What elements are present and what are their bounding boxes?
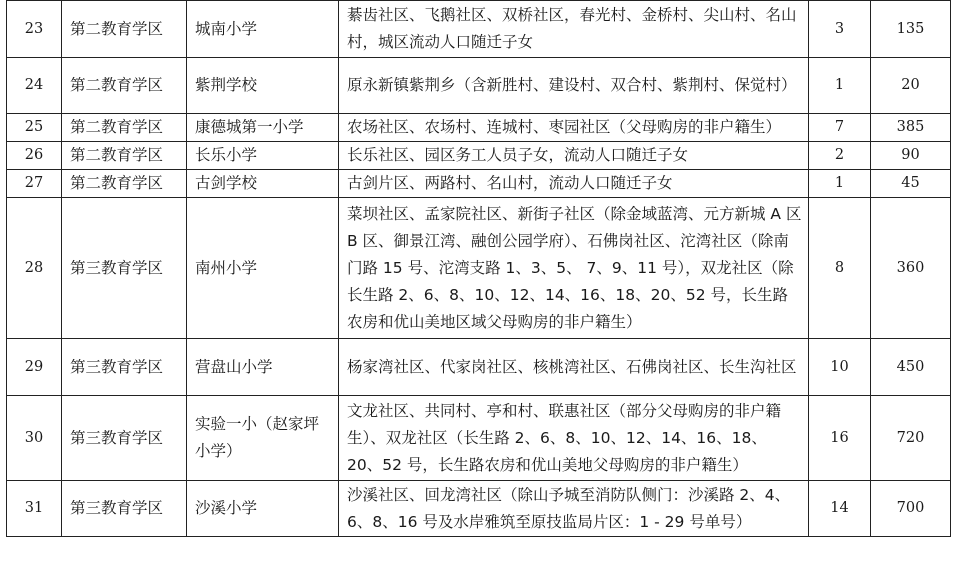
enrollment-area-cell: 古剑片区、两路村、名山村，流动人口随迁子女 bbox=[339, 170, 809, 198]
row-number: 29 bbox=[7, 339, 62, 396]
school-cell: 南州小学 bbox=[187, 198, 339, 339]
class-count-cell: 3 bbox=[809, 1, 871, 58]
row-number: 25 bbox=[7, 114, 62, 142]
student-count-cell: 90 bbox=[871, 142, 951, 170]
enrollment-area-cell: 沙溪社区、回龙湾社区（除山予城至消防队侧门：沙溪路 2、4、6、8、16 号及水岸雅筑至原技监局片区：1 - 29 号单号） bbox=[339, 481, 809, 537]
student-count-cell: 360 bbox=[871, 198, 951, 339]
district-cell: 第三教育学区 bbox=[62, 396, 187, 481]
school-zone-table bbox=[6, 0, 951, 537]
class-count-cell: 2 bbox=[809, 142, 871, 170]
class-count-cell: 7 bbox=[809, 114, 871, 142]
district-cell: 第三教育学区 bbox=[62, 198, 187, 339]
district-cell: 第二教育学区 bbox=[62, 142, 187, 170]
district-cell: 第二教育学区 bbox=[62, 1, 187, 58]
document-page bbox=[6, 0, 950, 537]
class-count-cell: 1 bbox=[809, 58, 871, 114]
school-cell: 城南小学 bbox=[187, 1, 339, 58]
school-cell: 紫荆学校 bbox=[187, 58, 339, 114]
enrollment-area-cell: 文龙社区、共同村、亭和村、联惠社区（部分父母购房的非户籍生）、双龙社区（长生路 2、6、8、10、12、14、16、18、20、52 号，长生路农房和优山美地父母购房的非户籍生） bbox=[339, 396, 809, 481]
table-row bbox=[7, 114, 951, 142]
student-count-cell: 20 bbox=[871, 58, 951, 114]
table-row bbox=[7, 58, 951, 114]
class-count-cell: 16 bbox=[809, 396, 871, 481]
student-count-cell: 135 bbox=[871, 1, 951, 58]
district-cell: 第三教育学区 bbox=[62, 481, 187, 537]
row-number: 26 bbox=[7, 142, 62, 170]
class-count-cell: 8 bbox=[809, 198, 871, 339]
enrollment-area-cell: 长乐社区、园区务工人员子女，流动人口随迁子女 bbox=[339, 142, 809, 170]
enrollment-area-cell: 綦齿社区、飞鹅社区、双桥社区，春光村、金桥村、尖山村、名山村，城区流动人口随迁子女 bbox=[339, 1, 809, 58]
enrollment-area-cell: 杨家湾社区、代家岗社区、核桃湾社区、石佛岗社区、长生沟社区 bbox=[339, 339, 809, 396]
class-count-cell: 14 bbox=[809, 481, 871, 537]
row-number: 27 bbox=[7, 170, 62, 198]
student-count-cell: 700 bbox=[871, 481, 951, 537]
district-cell: 第二教育学区 bbox=[62, 114, 187, 142]
class-count-cell: 10 bbox=[809, 339, 871, 396]
row-number: 23 bbox=[7, 1, 62, 58]
district-cell: 第三教育学区 bbox=[62, 339, 187, 396]
student-count-cell: 385 bbox=[871, 114, 951, 142]
school-cell: 古剑学校 bbox=[187, 170, 339, 198]
row-number: 30 bbox=[7, 396, 62, 481]
table-row bbox=[7, 339, 951, 396]
enrollment-area-cell: 原永新镇紫荆乡（含新胜村、建设村、双合村、紫荆村、保觉村） bbox=[339, 58, 809, 114]
district-cell: 第二教育学区 bbox=[62, 58, 187, 114]
school-cell: 实验一小（赵家坪小学） bbox=[187, 396, 339, 481]
school-cell: 营盘山小学 bbox=[187, 339, 339, 396]
table-row bbox=[7, 170, 951, 198]
school-cell: 长乐小学 bbox=[187, 142, 339, 170]
row-number: 28 bbox=[7, 198, 62, 339]
school-cell: 康德城第一小学 bbox=[187, 114, 339, 142]
district-cell: 第二教育学区 bbox=[62, 170, 187, 198]
student-count-cell: 450 bbox=[871, 339, 951, 396]
row-number: 24 bbox=[7, 58, 62, 114]
table-row bbox=[7, 396, 951, 481]
class-count-cell: 1 bbox=[809, 170, 871, 198]
student-count-cell: 45 bbox=[871, 170, 951, 198]
table-row bbox=[7, 198, 951, 339]
enrollment-area-cell: 菜坝社区、孟家院社区、新街子社区（除金域蓝湾、元方新城 A 区 B 区、御景江湾、融创公园学府）、石佛岗社区、沱湾社区（除南门路 15 号、沱湾支路 1、3、5、 7、9、11 号），双龙社区（除长生路 2、6、8、10、12、14、16、18、20、52 号，长生路农房和优山美地区域父母购房的非户籍生） bbox=[339, 198, 809, 339]
school-cell: 沙溪小学 bbox=[187, 481, 339, 537]
enrollment-area-cell: 农场社区、农场村、连城村、枣园社区（父母购房的非户籍生） bbox=[339, 114, 809, 142]
table-row bbox=[7, 481, 951, 537]
student-count-cell: 720 bbox=[871, 396, 951, 481]
table-row bbox=[7, 142, 951, 170]
row-number: 31 bbox=[7, 481, 62, 537]
table-row bbox=[7, 1, 951, 58]
